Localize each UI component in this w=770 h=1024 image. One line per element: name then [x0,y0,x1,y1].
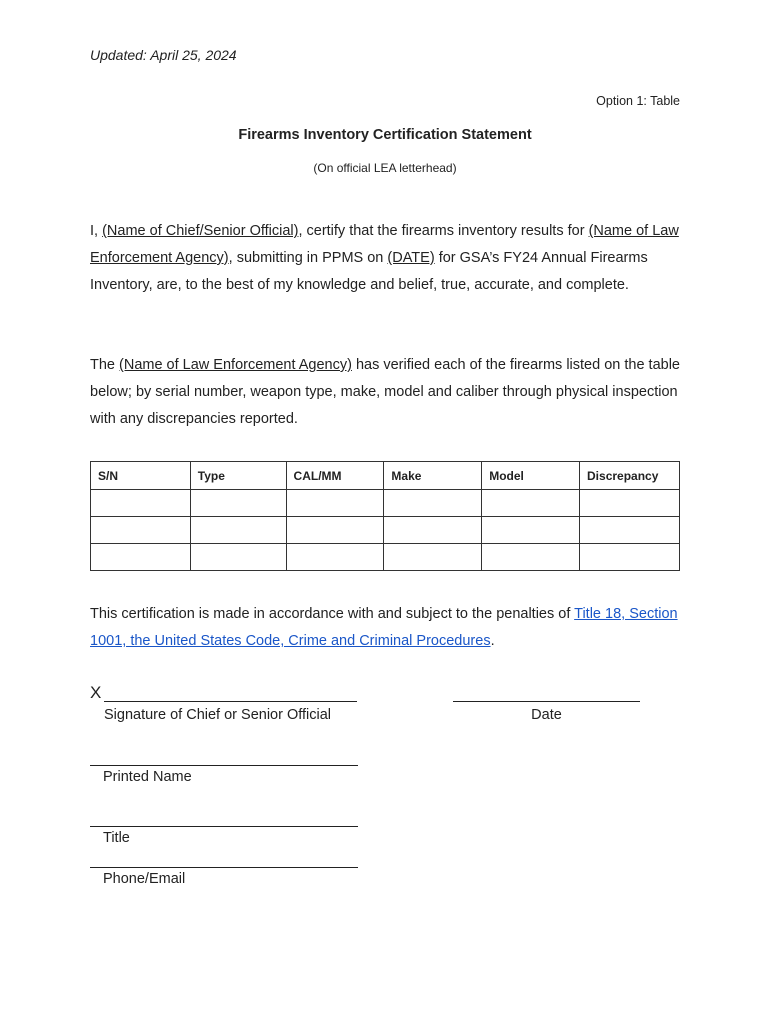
title-caption: Title [103,830,130,846]
column-header-make: Make [384,462,482,490]
certification-paragraph [90,218,685,299]
table-cell[interactable] [190,490,286,517]
table-row [91,517,680,544]
paragraph-text: , certify that the firearms inventory results for [298,223,589,239]
table-cell[interactable] [286,490,384,517]
table-row [91,490,680,517]
column-header-caliber: CAL/MM [286,462,384,490]
agency-name-placeholder: (Name of Law Enforcement Agency) [90,223,679,266]
phone-email-caption: Phone/Email [103,871,186,887]
table-cell[interactable] [580,544,680,571]
paragraph-text: , submitting in PPMS on [228,250,388,266]
table-header-row [91,462,680,490]
table-cell[interactable] [482,517,580,544]
title-line[interactable] [90,826,358,827]
signature-x-mark: X [90,683,102,702]
column-header-sn: S/N [91,462,191,490]
option-label: Option 1: Table [596,94,680,108]
title-18-link[interactable]: Title 18, Section 1001, the United States Code, Crime and Criminal Procedures [90,606,678,649]
table-cell[interactable] [482,490,580,517]
table-cell[interactable] [286,517,384,544]
penalty-statement [90,601,685,655]
paragraph-text: This certification is made in accordance with and subject to the penalties of [90,606,575,622]
date-placeholder: (DATE) [387,250,435,266]
date-caption: Date [531,707,562,723]
official-name-placeholder: (Name of Chief/Senior Official) [102,223,299,239]
table-cell[interactable] [580,517,680,544]
table-row [91,544,680,571]
table-cell[interactable] [91,544,191,571]
paragraph-text: has verified each of the firearms listed on the table below; by serial number, weapon type, make, model and caliber through physical inspection with any discrepancies reported. [90,357,680,427]
paragraph-text: I, [90,223,103,239]
printed-name-line[interactable] [90,765,358,766]
updated-date: Updated: April 25, 2024 [90,47,237,63]
column-header-model: Model [482,462,580,490]
table-cell[interactable] [384,490,482,517]
verification-paragraph [90,352,685,433]
table-cell[interactable] [384,544,482,571]
agency-name-placeholder: (Name of Law Enforcement Agency) [119,357,352,373]
phone-email-line[interactable] [90,867,358,868]
signature-line[interactable] [104,701,357,702]
table-cell[interactable] [91,490,191,517]
inventory-table [90,461,680,571]
signature-caption: Signature of Chief or Senior Official [104,707,332,723]
paragraph-text: . [490,633,495,649]
date-line[interactable] [453,701,640,702]
paragraph-text: The [90,357,120,373]
column-header-type: Type [190,462,286,490]
printed-name-caption: Printed Name [103,769,192,785]
page-title: Firearms Inventory Certification Statement [238,127,532,143]
table-cell[interactable] [286,544,384,571]
page-subtitle: (On official LEA letterhead) [313,161,457,175]
table-cell[interactable] [190,517,286,544]
table-cell[interactable] [91,517,191,544]
table-cell[interactable] [190,544,286,571]
table-cell[interactable] [384,517,482,544]
table-cell[interactable] [482,544,580,571]
table-cell[interactable] [580,490,680,517]
paragraph-text: for GSA’s FY24 Annual Firearms Inventory, are, to the best of my knowledge and belief, true, accurate, and complete. [90,250,648,293]
column-header-discrepancy: Discrepancy [580,462,680,490]
